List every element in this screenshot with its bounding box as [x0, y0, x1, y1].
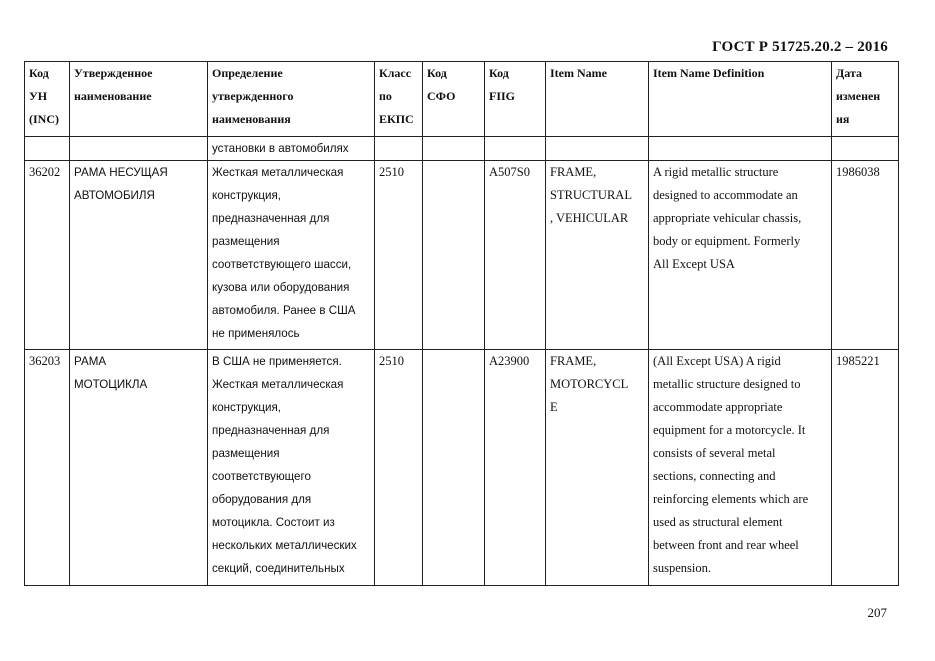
column-header-date: Дата изменен ия — [832, 62, 899, 137]
table-cell — [423, 137, 485, 161]
table-row — [25, 161, 899, 350]
item-definition-cell: (All Except USA) A rigid metallic structure designed to accommodate appropriate equipment for a motorcycle. It consists of several metal sections, connecting and reinforcing elements which are used as structural element between front and rear wheel suspension. — [649, 350, 832, 586]
column-header-inc: Код УН (INC) — [25, 62, 70, 137]
sfo-cell — [423, 161, 485, 350]
date-cell: 1986038 — [832, 161, 899, 350]
column-header-item-name: Item Name — [546, 62, 649, 137]
document-header: ГОСТ Р 51725.20.2 – 2016 — [712, 39, 888, 55]
continuation-row — [25, 137, 899, 161]
column-header-item-definition: Item Name Definition — [649, 62, 832, 137]
class-cell: 2510 — [375, 161, 423, 350]
column-header-fiig: Код FIIG — [485, 62, 546, 137]
definition-cell: В США не применяется. Жесткая металлическая конструкция, предназначенная для размещения соответствующего оборудования для мотоцикла. Состоит из нескольких металлических секций, соединительных — [208, 350, 375, 586]
approved-name-cell: РАМА НЕСУЩАЯ АВТОМОБИЛЯ — [70, 161, 208, 350]
column-header-approved-name: Утвержденное наименование — [70, 62, 208, 137]
table-cell — [649, 137, 832, 161]
table-cell — [70, 137, 208, 161]
table-cell: установки в автомобилях — [208, 137, 375, 161]
class-cell: 2510 — [375, 350, 423, 586]
table-row — [25, 350, 899, 586]
table-cell — [375, 137, 423, 161]
inc-cell: 36202 — [25, 161, 70, 350]
fiig-cell: A507S0 — [485, 161, 546, 350]
approved-name-cell: РАМА МОТОЦИКЛА — [70, 350, 208, 586]
inc-cell: 36203 — [25, 350, 70, 586]
table-cell — [832, 137, 899, 161]
item-definition-cell: A rigid metallic structure designed to accommodate an appropriate vehicular chassis, body or equipment. Formerly All Except USA — [649, 161, 832, 350]
column-header-class: Класс по ЕКПС — [375, 62, 423, 137]
date-cell: 1985221 — [832, 350, 899, 586]
column-header-definition: Определение утвержденного наименования — [208, 62, 375, 137]
page-number: 207 — [867, 605, 887, 620]
column-header-sfo: Код СФО — [423, 62, 485, 137]
nomenclature-table — [24, 61, 899, 586]
item-name-cell: FRAME, STRUCTURAL , VEHICULAR — [546, 161, 649, 350]
table-cell — [546, 137, 649, 161]
definition-cell: Жесткая металлическая конструкция, предназначенная для размещения соответствующего шасси, кузова или оборудования автомобиля. Ранее в США не применялось — [208, 161, 375, 350]
item-name-cell: FRAME, MOTORCYCL E — [546, 350, 649, 586]
sfo-cell — [423, 350, 485, 586]
table-cell — [485, 137, 546, 161]
fiig-cell: A23900 — [485, 350, 546, 586]
table-cell — [25, 137, 70, 161]
header-row — [25, 62, 899, 137]
